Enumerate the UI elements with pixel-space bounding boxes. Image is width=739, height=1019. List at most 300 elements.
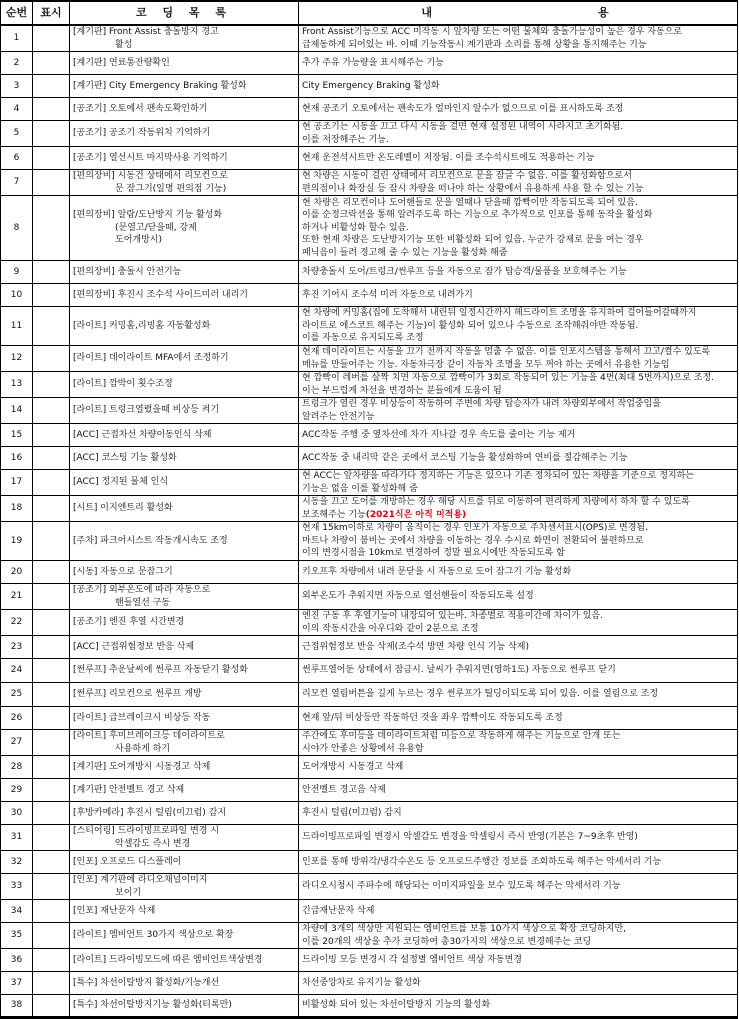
row-mark [33,610,70,636]
table-row [1,52,738,75]
coding-item [70,995,299,1018]
description-text: 긴급재난문자 삭제 [302,905,375,916]
row-mark [33,779,70,802]
coding-item-line: [계기판] 연료통잔량확인 [73,57,170,68]
row-number: 27 [1,730,33,756]
description-text: 현재 공조기 오토에서는 팬속도가 얼마인지 알수가 없으므로 이를 표시하도록 조정 [302,103,624,114]
row-number: 22 [1,610,33,636]
row-number: 1 [1,25,33,52]
coding-item [70,779,299,802]
description-text: 보조해주는 기능 [302,509,366,520]
row-number: 36 [1,949,33,972]
coding-item [70,683,299,707]
row-number: 19 [1,522,33,561]
row-number: 11 [1,307,33,346]
coding-item [70,972,299,995]
table-row [1,25,738,52]
row-mark [33,307,70,346]
coding-item-line: [특수] 차선이탈방지기능 활성화(티록만) [73,1000,232,1011]
description-text: 이를 저장해주는 기능. [302,134,389,145]
row-mark [33,284,70,307]
description [299,683,738,707]
description-line [302,359,734,372]
description [299,584,738,610]
coding-item [70,447,299,470]
description-text: 비활성화 되어 있는 차선이탈방지 기능의 활성화 [302,1000,491,1011]
description-text: ACC작동 중 내리막 같은 곳에서 코스팅 기능을 활성화하여 연비를 절감해주는 기능 [302,452,628,463]
description [299,424,738,447]
row-number: 7 [1,170,33,196]
coding-item-line: [썬루프] 추운날씨에 썬루프 자동닫기 활성화 [73,665,248,676]
description [299,52,738,75]
table-row [1,995,738,1018]
row-mark [33,851,70,874]
header-row [1,1,738,25]
description-line [302,483,734,496]
description-text: 이의 변경시점을 10km로 변경하여 정말 필요시에만 작동되도록 함 [302,548,565,559]
description [299,496,738,522]
table-row [1,707,738,730]
row-mark [33,995,70,1018]
row-mark [33,496,70,522]
coding-item [70,659,299,683]
coding-item-line: 사용하게 하기 [115,743,171,754]
row-number: 12 [1,346,33,372]
coding-item [70,584,299,610]
coding-item [70,398,299,424]
table-row [1,424,738,447]
description-text: 하거나 비활성화 할수 있음. [302,222,410,233]
description-text: 또한 현재 차량은 도난방지기능 또한 비활성화 되어 있음. 누군가 강제로 문을 여는 경우 [302,235,644,246]
description [299,851,738,874]
coding-item-line: [인포] 오프로드 디스플레이 [73,856,182,867]
row-number: 31 [1,825,33,851]
description [299,802,738,825]
coding-item-line: [공조기] 열선시트 마지막사용 기억하기 [73,152,228,163]
row-mark [33,121,70,147]
row-mark [33,707,70,730]
table-row [1,307,738,346]
description-text: 도어개방시 시동경고 삭제 [302,761,404,772]
coding-item [70,470,299,496]
description-text: 드라이빙프로파일 변경시 악셀감도 변경을 악셀링시 즉시 반영(기본은 7~9초후 반영) [302,832,638,843]
description-text: 안전벨트 경고음 삭제 [302,784,386,795]
coding-item-line: [주차] 파크어시스트 작동개시속도 조정 [73,535,228,546]
description-text: 차량에 3개의 색상만 지원되는 엠비언트를 보통 10가지 색상으로 확장 코딩하지만, [302,924,626,934]
description-text: 급제동하게 되어있는 바. 이때 기능작동시 계기판과 소리를 통해 상황을 통지해주는 기능 [302,39,647,50]
table-row [1,121,738,147]
description-line [302,332,734,345]
table-row [1,683,738,707]
row-number: 37 [1,972,33,995]
description-text: 차선중앙차로 유지기능 활성화 [302,977,421,988]
row-number: 23 [1,636,33,659]
coding-item-line: [라이트] 커밍홈,리빙홈 자동활성화 [73,320,211,331]
description-line [302,234,734,247]
coding-item [70,825,299,851]
description-line [302,134,734,147]
description-line [302,121,734,134]
description-text: 현 차량은 시동이 걸린 상태에서 리모컨으로 문을 잠글 수 없음. 이를 활성화함으로서 [302,171,632,181]
description [299,75,738,98]
row-mark [33,170,70,196]
row-number: 16 [1,447,33,470]
row-number: 14 [1,398,33,424]
coding-item-line: [계기판] Front Assist 충돌방지 경고 [73,27,219,37]
description-text: 엔진 구동 후 후열기능이 내장되어 있는바. 차종별로 적용이간에 차이가 있음. [302,611,603,621]
description-text: 이의 작동시간을 아우디와 같이 2분으로 조정 [302,623,479,634]
description-line [302,761,734,774]
description-text: 메뉴를 만들어주는 기능. 자동차극장 같이 자동차 조명을 모두 꺼야 하는 곳에서 유용한 기능임 [302,359,670,370]
description-line [302,999,734,1012]
coding-item [70,707,299,730]
row-number: 28 [1,756,33,779]
coding-item [70,121,299,147]
description [299,147,738,170]
table-row [1,851,738,874]
table-row [1,496,738,522]
row-mark [33,522,70,561]
coding-item-line: [ACC] 코스팅 기능 활성화 [73,452,177,463]
row-number: 13 [1,372,33,398]
table-row [1,825,738,851]
description-text: 라이트로 에스코트 해주는 기능)이 활성화 되어 있으나 수동으로 조작해줘야만 작동됨. [302,320,639,331]
coding-item-line: [편의장비] 알람/도난방지 기능 활성화 [73,210,223,221]
row-number: 32 [1,851,33,874]
description-line [302,688,734,701]
description [299,923,738,949]
description-text: 주간에도 후미등을 데이라이트처럼 미등으로 작동하게 해주는 기능으로 안개 또는 [302,731,621,741]
coding-item-line: [시트] 이지엔트리 활성화 [73,503,173,514]
coding-item [70,561,299,584]
row-mark [33,923,70,949]
row-number: 2 [1,52,33,75]
row-mark [33,98,70,121]
table-row [1,147,738,170]
description-line [302,743,734,756]
description-line [302,566,734,579]
row-mark [33,346,70,372]
description-line [302,222,734,235]
coding-item-line: [ACC] 근접위험정보 반응 삭제 [73,641,195,652]
row-number: 29 [1,779,33,802]
description-text: 인포를 통해 방위각/냉각수온도 등 오프로드주행간 정보를 조회하도록 해주는 악세서리 기능 [302,856,662,867]
coding-item [70,25,299,52]
row-number: 33 [1,874,33,900]
coding-item-line: [편의장비] 충돌시 안전기능 [73,266,182,277]
header-description [299,1,738,25]
row-number: 18 [1,496,33,522]
description-line [302,170,734,183]
description-line [302,385,734,398]
coding-item-line: [공조기] 엔진 후열 시간변경 [73,617,185,628]
coding-item [70,284,299,307]
description-text: ACC작동 주행 중 옆차선에 차가 지나갈 경우 속도를 줄이는 기능 제거 [302,429,576,440]
description-text: 이를 순정크락션을 통해 알려주도록 하는 기능으로 추가적으로 인포를 통해 동작을 활성화 [302,210,653,221]
coding-item-line: [ACC] 정지된 물체 인식 [73,477,169,488]
description-text: 리모컨 열림버튼을 길게 누르는 경우 썬루프가 틸딩이되도록 되어 있음. 이를 열림으로 조정 [302,689,659,700]
description-line [302,183,734,196]
description-line [302,664,734,677]
table-row [1,972,738,995]
description [299,874,738,900]
row-mark [33,584,70,610]
description-line [302,429,734,442]
description-line [302,411,734,424]
row-mark [33,25,70,52]
description-line [302,197,734,210]
description-text: 현 깜빡이 레버를 살짝 치면 자동으로 깜빡이가 3회로 작동되어 있는 기능을 4번(최대 5번까지)으로 조정. [302,373,715,383]
coding-item [70,346,299,372]
coding-item-line: [후방카메라] 후진시 털림(미끄럼) 감지 [73,807,227,818]
row-mark [33,447,70,470]
header-coding-list: 코 딩 목 록 [70,1,299,25]
row-mark [33,75,70,98]
description-line [302,547,734,560]
description-line [302,266,734,279]
description [299,398,738,424]
coding-item [70,147,299,170]
row-number: 9 [1,261,33,284]
description [299,825,738,851]
description [299,972,738,995]
description-line [302,372,734,385]
description [299,756,738,779]
description-line [302,289,734,302]
table-body [1,25,738,1018]
row-mark [33,561,70,584]
description-line [302,535,734,548]
coding-item-line: [라이트] 급브레이크시 비상등 작동 [73,712,211,723]
description-text: 후진시 털림(미끄럼) 감지 [302,807,402,818]
description-text: 현재 15km이하로 차량이 움직이는 경우 인포가 자동으로 주차센서표시(OPS)로 변경됨. [302,523,648,534]
coding-item [70,196,299,261]
coding-item [70,900,299,923]
table-row [1,874,738,900]
row-mark [33,802,70,825]
description-text: 현 공조기는 시동을 끄고 다시 시동을 걸면 현재 설정된 내역이 사라지고 초기화됨. [302,122,624,132]
description-text: 편의점이나 화장실 등 잠시 차량을 떠나야 하는 상황에서 유용하게 사용 할 수 있는 기능 [302,183,644,194]
row-mark [33,949,70,972]
table-row [1,610,738,636]
description-text: 이는 부드럽게 차선을 변경하는 분들에게 도움이 됨 [302,385,502,396]
row-number: 5 [1,121,33,147]
description-text: 차량충돌시 도어/트렁크/썬루프 등을 자동으로 잠가 탑승객/물품을 보호해주는 기능 [302,266,627,277]
row-number: 21 [1,584,33,610]
coding-item [70,802,299,825]
description [299,610,738,636]
header-desc-left: 내 [421,5,438,19]
description [299,949,738,972]
coding-item-line: [썬루프] 리모컨으로 썬루프 개방 [73,689,202,700]
coding-item-line: [라이트] 엠비언트 30가지 색상으로 확장 [73,930,234,941]
description-text: 드라이빙 모등 변경시 각 설정별 엠비언트 색상 자동변경 [302,954,522,965]
row-mark [33,825,70,851]
table-row [1,584,738,610]
description-line [302,307,734,320]
description-line [302,522,734,535]
coding-item-line: 문 잠그기(일명 편의점 기능) [115,183,227,194]
description-line [302,590,734,603]
description-text: 라디오시청시 주파수에 해당되는 이미지파일을 보수 있도록 해주는 악세서리 기능 [302,881,621,892]
coding-item [70,372,299,398]
description-text: 추가 주유 가능량을 표시해주는 기능 [302,57,444,68]
description-line [302,730,734,743]
table-row [1,346,738,372]
coding-item-line: [라이트] 후미브레이크등 데이라이트로 [73,731,225,741]
coding-item-line: [인포] 계기판에 라디오채널이미지 [73,875,208,885]
row-number: 38 [1,995,33,1018]
row-number: 30 [1,802,33,825]
description-text: 후진 기어시 조수석 미러 자동으로 내려가기 [302,289,473,300]
coding-item [70,756,299,779]
description-text: 현 ACC는 앞차량을 따라가다 정지하는 기능은 있으나 기존 정차되어 있는 차량을 기준으로 정지하는 [302,471,694,481]
table-row [1,196,738,261]
table-row [1,284,738,307]
description-line [302,623,734,636]
row-number: 6 [1,147,33,170]
description [299,170,738,196]
description-line [302,39,734,52]
table-row [1,949,738,972]
row-mark [33,470,70,496]
description [299,470,738,496]
description-text: 알려주는 안전기능 [302,411,375,422]
table-row [1,98,738,121]
description [299,261,738,284]
row-mark [33,636,70,659]
table-row [1,636,738,659]
header-desc-right: 용 [598,5,615,19]
description-text: 현 차량에 커밍홈(집에 도착해서 내린뒤 일정시간까지 헤드라이트 조명을 유지하여 걸어들어갈때까지 [302,308,697,319]
description [299,346,738,372]
coding-item-line: 활성 [115,39,133,50]
description-line [302,470,734,483]
row-mark [33,196,70,261]
row-number: 35 [1,923,33,949]
description [299,707,738,730]
table-row [1,923,738,949]
description-line [302,610,734,623]
coding-item-line: [공조기] 공조기 작동위치 기억하기 [73,128,211,139]
description-line [302,80,734,93]
row-number: 34 [1,900,33,923]
description-text: 썬루프열어둔 상태에서 잠금시. 날씨가 추워지면(영하1도) 자동으로 썬루프 닫기 [302,665,616,676]
description-line [302,57,734,70]
coding-item [70,75,299,98]
description-text: City Emergency Braking 활성화 [302,80,440,91]
header-mark: 표시 [33,1,70,25]
coding-item [70,610,299,636]
description-line [302,936,734,949]
table-row [1,802,738,825]
coding-item-line: [공조기] 오토에서 팬속도확인하기 [73,103,208,114]
coding-item-line: [라이트] 데이라이트 MFA에서 조정하기 [73,353,229,364]
coding-item-line: [공조기] 외부온도에 따라 자동으로 [73,585,211,595]
description-line [302,247,734,260]
coding-item-line: [계기판] 안전벨트 경고 삭제 [73,784,185,795]
row-mark [33,261,70,284]
description [299,900,738,923]
description-text: 현재 운전석시트만 온도레벨이 저장됨. 이를 조수석시트에도 적용하는 기능 [302,152,595,163]
row-mark [33,730,70,756]
coding-item [70,307,299,346]
row-mark [33,683,70,707]
table-row [1,447,738,470]
coding-item-line: 핸들열선 구동 [115,597,171,608]
header-no: 순번 [1,1,33,25]
coding-item [70,730,299,756]
row-number: 20 [1,561,33,584]
table-row [1,261,738,284]
description [299,307,738,346]
coding-item-line: [라이트] 트렁크열렸을때 비상등 켜기 [73,405,220,416]
description-line [302,346,734,359]
description [299,121,738,147]
table-row [1,561,738,584]
table-row [1,170,738,196]
row-number: 25 [1,683,33,707]
description-text: 마트나 차량이 붐비는 곳에서 차량을 이동하는 경우 수시로 화면이 전환되어 불편하므로 [302,535,644,546]
description-line [302,26,734,39]
table-row [1,900,738,923]
row-mark [33,874,70,900]
description [299,995,738,1018]
row-number: 4 [1,98,33,121]
description-text: 현 차량은 리모컨이나 도어핸들로 문을 열때나 닫을때 깜빡이만 작동되도록 되어 있음. [302,197,638,208]
description [299,372,738,398]
coding-item [70,522,299,561]
description-line [302,103,734,116]
table-row [1,522,738,561]
description-line [302,712,734,725]
coding-item [70,424,299,447]
description [299,98,738,121]
description-line [302,905,734,918]
coding-item-line: [ACC] 근접차선 차량이동인식 삭제 [73,429,212,440]
description-line [302,209,734,222]
row-number: 15 [1,424,33,447]
description [299,196,738,261]
coding-item [70,496,299,522]
coding-item-line: [라이트] 깜박이 횟수조정 [73,379,173,390]
description-text: 시야가 안좋은 상황에서 유용함 [302,743,424,754]
description-line [302,398,734,411]
coding-item [70,52,299,75]
description-line [302,152,734,165]
description-line [302,923,734,936]
description-text: 현재 데이라이트는 시동을 끄기 전까지 작동을 멈출 수 없음. 이를 인포시스템을 통해서 끄고/켤수 있도록 [302,347,711,357]
table-row [1,372,738,398]
coding-item-line: 도어개방시) [115,235,162,246]
description-line [302,509,734,522]
coding-item-line: [라이트] 드라이빙모드에 따른 엠비언트색상변경 [73,954,263,965]
coding-item-line: 악셀감도 즉시 변경 [115,838,191,849]
row-number: 17 [1,470,33,496]
description-text: 패닉음이 들려 경고해 줄 수 있는 기능을 활성화 해줌 [302,247,508,258]
coding-item-line: [특수] 차선이탈방지 활성화/기능개선 [73,977,220,988]
description-line [302,807,734,820]
description-text: 근접위험정보 반응 삭제(조수석 방면 차량 인식 기능 삭제) [302,641,530,652]
coding-item-line: [인포] 재난문자 삭제 [73,905,156,916]
coding-item-line: 보이기 [115,887,142,898]
row-number: 26 [1,707,33,730]
description-text: 기능은 없음 이를 활성화해 줌 [302,483,418,494]
description [299,25,738,52]
row-number: 24 [1,659,33,683]
coding-item-line: [스티어링] 드라이빙프로파일 변경 시 [73,826,220,836]
description-text: 키오프후 차량에서 내려 문닫을 시 자동으로 도어 잠그기 기능 활성화 [302,566,572,577]
